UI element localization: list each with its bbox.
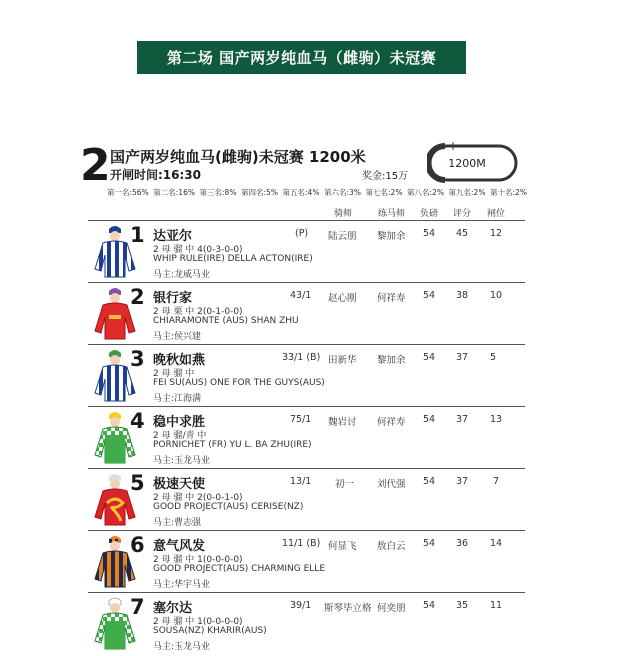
horse-name: 稳中求胜 <box>153 415 206 430</box>
race-start-time: 开闸时间:16:30 <box>110 168 201 182</box>
horse-pedigree: SOUSA(NZ) KHARIR(AUS) <box>153 626 267 636</box>
race-title: 国产两岁纯血马(雌驹)未冠赛 1200米 <box>110 148 366 166</box>
col-header-draw: 闸位 <box>487 209 506 219</box>
runner-row <box>88 468 525 530</box>
horse-weight: 54 <box>423 290 436 301</box>
horse-rating: 45 <box>456 228 469 239</box>
runner-number: 6 <box>130 533 145 557</box>
trainer-name: 刘代强 <box>377 479 406 490</box>
track-distance-label: 1200M <box>448 157 486 170</box>
runner-row <box>88 344 525 406</box>
jockey-name: 田新华 <box>328 355 357 366</box>
horse-pedigree: WHIP RULE(IRE) DELLA ACTON(IRE) <box>153 254 313 264</box>
horse-owner: 马主:玉龙马业 <box>153 456 211 466</box>
runner-row <box>88 220 525 282</box>
probability-1: 第一名:56% <box>107 188 149 197</box>
jockey-name: 魏岩讨 <box>328 417 357 428</box>
race-banner: 第二场 国产两岁纯血马（雌驹）未冠赛 <box>137 41 466 74</box>
probability-6: 第六名:3% <box>324 188 361 197</box>
trainer-name: 何祥寿 <box>377 293 406 304</box>
col-header-jockey: 骑师 <box>334 209 353 219</box>
horse-rating: 37 <box>456 352 469 363</box>
runner-list <box>88 220 525 654</box>
trainer-name: 敖白云 <box>377 541 406 552</box>
trainer-name: 黎加余 <box>377 231 406 242</box>
probability-8: 第八名:2% <box>407 188 444 197</box>
horse-owner: 马主:玉龙马业 <box>153 642 211 652</box>
probability-5: 第五名:4% <box>282 188 320 197</box>
runner-number: 7 <box>130 595 145 619</box>
horse-weight: 54 <box>423 414 436 425</box>
horse-name: 达亚尔 <box>153 229 193 244</box>
runner-number: 1 <box>130 223 145 247</box>
horse-owner: 马主:华宇马业 <box>153 580 211 590</box>
horse-name: 银行家 <box>153 291 193 306</box>
horse-rating: 36 <box>456 538 469 549</box>
probability-2: 第二名:16% <box>153 188 195 197</box>
horse-draw: 12 <box>490 228 503 239</box>
probability-3: 第三名:8% <box>199 188 237 197</box>
horse-draw: 13 <box>490 414 503 425</box>
horse-info: 2 母 骝 中 2(0-0-1-0) <box>153 493 243 503</box>
col-header-weight: 负磅 <box>420 209 439 219</box>
horse-pedigree: GOOD PROJECT(AUS) CHARMING ELLE <box>153 564 326 574</box>
runner-row <box>88 282 525 344</box>
jockey-name: 何显飞 <box>328 541 357 552</box>
horse-info: 2 母 栗 中 2(0-1-0-0) <box>153 307 243 317</box>
horse-weight: 54 <box>423 600 436 611</box>
trainer-name: 何祥寿 <box>377 417 406 428</box>
race-card <box>80 140 525 656</box>
probability-9: 第九名:2% <box>448 188 486 197</box>
horse-weight: 54 <box>423 476 436 487</box>
runner-row <box>88 406 525 468</box>
jockey-name: 斯琴毕立格 <box>324 603 372 614</box>
jockey-name: 陆云朋 <box>328 231 357 242</box>
horse-owner: 马主:龙威马业 <box>153 270 211 280</box>
horse-odds: 13/1 <box>290 476 312 487</box>
horse-rating: 37 <box>456 476 469 487</box>
race-prize: 奖金:15万 <box>362 171 409 182</box>
horse-rating: 38 <box>456 290 469 301</box>
horse-draw: 14 <box>490 538 503 549</box>
horse-odds: 11/1 (B) <box>282 538 321 549</box>
runner-row <box>88 592 525 654</box>
runner-number: 2 <box>130 285 145 309</box>
probability-7: 第七名:2% <box>365 188 403 197</box>
horse-info: 2 母 骝 中 <box>153 369 195 379</box>
runner-number: 5 <box>130 471 145 495</box>
trainer-name: 黎加余 <box>377 355 406 366</box>
horse-draw: 11 <box>490 600 503 611</box>
horse-owner: 马主:曹志强 <box>153 518 202 528</box>
horse-weight: 54 <box>423 538 436 549</box>
horse-draw: 7 <box>493 476 500 487</box>
horse-odds: 39/1 <box>290 600 312 611</box>
horse-owner: 马主:侯兴建 <box>153 332 202 342</box>
horse-odds: 75/1 <box>290 414 312 425</box>
horse-info: 2 母 骝 中 1(0-0-0-0) <box>153 555 243 565</box>
horse-odds: 43/1 <box>290 290 312 301</box>
horse-pedigree: FEI SU(AUS) ONE FOR THE GUYS(AUS) <box>153 378 325 388</box>
horse-name: 极速天使 <box>153 477 206 492</box>
position-probabilities <box>107 187 527 198</box>
horse-info: 2 母 骝 中 4(0-3-0-0) <box>153 245 243 255</box>
runner-number: 4 <box>130 409 145 433</box>
race-number: 2 <box>80 140 111 191</box>
horse-owner: 马主:江海满 <box>153 394 202 404</box>
horse-rating: 35 <box>456 600 469 611</box>
col-header-rating: 评分 <box>453 209 472 219</box>
horse-pedigree: GOOD PROJECT(AUS) CERISE(NZ) <box>153 502 304 512</box>
horse-name: 塞尔达 <box>153 601 193 616</box>
horse-info: 2 母 骝 中 1(0-0-0-0) <box>153 617 243 627</box>
probability-10: 第十名:2% <box>490 188 527 197</box>
horse-name: 晚秋如燕 <box>153 353 206 368</box>
horse-draw: 5 <box>490 352 497 363</box>
jockey-name: 赵心刚 <box>328 293 357 304</box>
probability-4: 第四名:5% <box>241 188 278 197</box>
horse-pedigree: CHIARAMONTE (AUS) SHAN ZHU <box>153 316 299 326</box>
horse-weight: 54 <box>423 228 436 239</box>
horse-rating: 37 <box>456 414 469 425</box>
col-header-trainer: 练马师 <box>378 209 406 219</box>
horse-name: 意气风发 <box>153 539 206 554</box>
horse-info: 2 母 骝/青 中 <box>153 431 207 441</box>
trainer-name: 何奕朋 <box>377 603 406 614</box>
horse-draw: 10 <box>490 290 503 301</box>
runner-row <box>88 530 525 592</box>
jockey-name: 初一 <box>335 479 355 490</box>
runner-number: 3 <box>130 347 145 371</box>
horse-odds: (P) <box>295 228 309 239</box>
horse-weight: 54 <box>423 352 436 363</box>
horse-pedigree: PORNICHET (FR) YU L. BA ZHU(IRE) <box>153 440 312 450</box>
horse-odds: 33/1 (B) <box>282 352 321 363</box>
